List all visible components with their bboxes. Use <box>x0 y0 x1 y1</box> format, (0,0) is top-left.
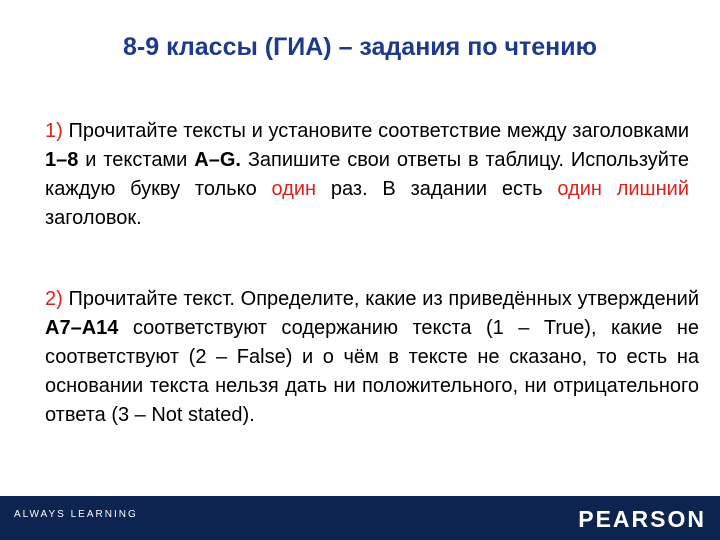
task-1-highlight-extra: один лишний <box>557 178 689 200</box>
task-1-text-part: заголовок. <box>45 207 142 229</box>
task-2-statements-range: A7–A14 <box>45 317 119 339</box>
task-1-number: 1) <box>45 120 63 142</box>
task-1-texts-range: A–G. <box>194 149 241 171</box>
slide-title: 8-9 классы (ГИА) – задания по чтению <box>123 33 597 61</box>
task-2-number: 2) <box>45 288 63 310</box>
task-1-headings-range: 1–8 <box>45 149 79 171</box>
task-1-text-part: Запишите свои ответы в таблицу. Используйте каждую букву только <box>45 149 690 200</box>
pearson-logo: PEARSON <box>578 506 706 532</box>
task-1-text-part: Прочитайте тексты и установите соответствие между заголовками <box>62 120 689 142</box>
task-1-paragraph <box>45 117 689 233</box>
task-1-highlight-once: один <box>271 178 317 200</box>
task-2-text-part: Прочитайте текст. Определите, какие из приведённых утверждений <box>62 288 699 310</box>
task-2-paragraph <box>45 285 699 430</box>
task-1-text-part: раз. В задании есть <box>316 178 558 200</box>
footer-bar <box>0 496 720 540</box>
task-2-text-part: соответствуют содержанию текста (1 – True), какие не соответствуют (2 – False) и о чём в тексте не сказано, то есть на основании текста нельзя дать ни положительного, ни отрицательного ответа (3 – Not stated). <box>45 317 699 426</box>
footer-tagline: ALWAYS LEARNING <box>14 509 138 520</box>
task-1-text-part: и текстами <box>78 149 195 171</box>
